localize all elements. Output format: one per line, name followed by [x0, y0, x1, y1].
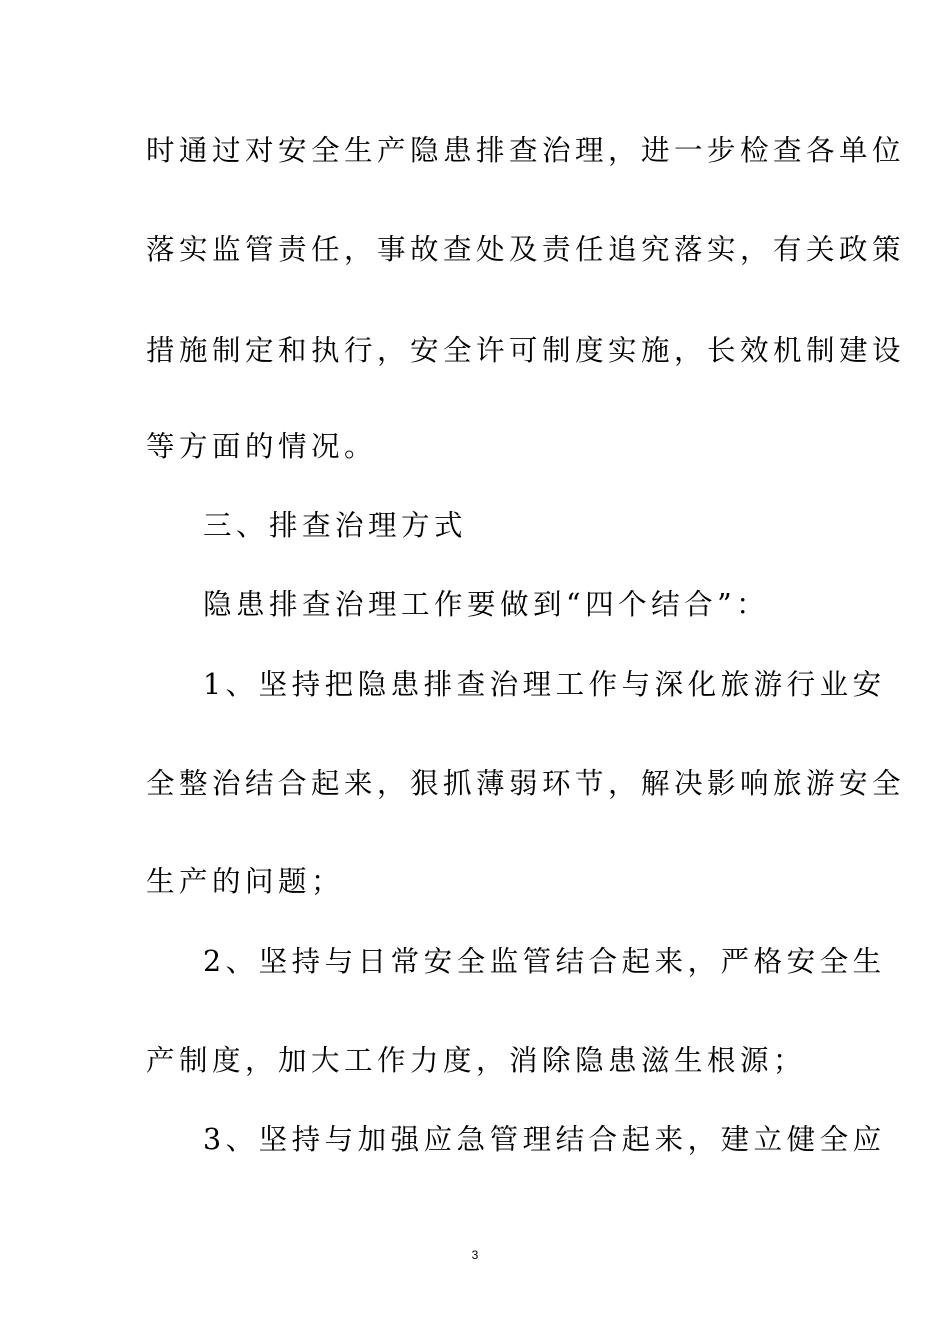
paragraph-line: 隐患排查治理工作要做到“四个结合”： — [203, 588, 770, 621]
list-item-1-line: 生产的问题； — [146, 865, 345, 898]
page-number: 3 — [471, 1248, 479, 1262]
paragraph-line: 时通过对安全生产隐患排查治理，进一步检查各单位 — [146, 134, 906, 167]
paragraph-line: 落实监管责任，事故查处及责任追究落实，有关政策 — [146, 233, 906, 266]
paragraph-line: 等方面的情况。 — [146, 430, 378, 463]
paragraph-line: 措施制定和执行，安全许可制度实施，长效机制建设 — [146, 334, 906, 367]
list-item-2-line: 产制度，加大工作力度，消除隐患滋生根源； — [146, 1044, 807, 1077]
list-item-2-line: 2、坚持与日常安全监管结合起来，严格安全生 — [203, 945, 886, 978]
list-item-3-line: 3、坚持与加强应急管理结合起来，建立健全应 — [203, 1123, 886, 1156]
list-item-1-line: 1、坚持把隐患排查治理工作与深化旅游行业安 — [203, 668, 886, 701]
list-item-1-line: 全整治结合起来，狠抓薄弱环节，解决影响旅游安全 — [146, 767, 906, 800]
section-heading: 三、排查治理方式 — [203, 509, 468, 542]
